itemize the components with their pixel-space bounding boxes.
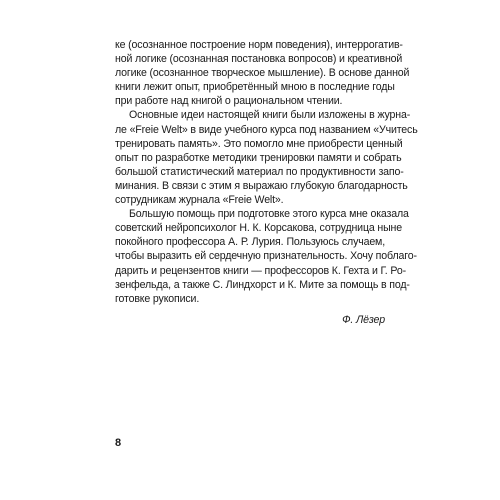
text-line: опыт по разработке методики тренировки памяти и собрать [115, 151, 402, 164]
text-line: готовке рукописи. [115, 292, 200, 305]
text-line: логике (осознанное творческое мышление). В основе данной [115, 67, 410, 80]
author-signature: Ф. Лёзер [342, 313, 385, 326]
text-line: ке (осознанное построение норм поведения), интеррогатив- [115, 39, 403, 51]
text-line: зенфельда, а также С. Линдхорст и К. Мите за помощь в под- [115, 278, 410, 291]
text-line: ле «Freie Welt» в виде учебного курса под названием «Учитесь [115, 123, 418, 136]
text-line: Основные идеи настоящей книги были изложены в журна- [129, 109, 411, 122]
text-line: минания. В связи с этим я выражаю глубокую благодарность [115, 179, 408, 192]
text-line: книги лежит опыт, приобретённый мною в последние годы [115, 81, 395, 94]
text-line: Большую помощь при подготовке этого курса мне оказала [129, 208, 409, 221]
text-line: советский нейропсихолог Н. К. Корсакова, сотрудница ныне [115, 222, 403, 235]
text-line: тренировать память». Это помогло мне приобрести ценный [115, 137, 403, 150]
text-line: чтобы выразить ей сердечную признательность. Хочу поблаго- [115, 250, 417, 263]
text-line: при работе над книгой о рациональном чтении. [115, 95, 343, 108]
text-line: сотрудникам журнала «Freie Welt». [115, 194, 284, 207]
text-line: ной логике (осознанная постановка вопросов) и креативной [115, 53, 403, 66]
page-number: 8 [115, 437, 122, 449]
text-line: покойного профессора А. Р. Лурия. Пользуюсь случаем, [115, 236, 385, 249]
text-line: большой статистический материал по продуктивности запо- [115, 165, 404, 178]
body-text [115, 38, 418, 327]
text-line: дарить и рецензентов книги — профессоров К. Гехта и Г. Ро- [115, 264, 406, 277]
